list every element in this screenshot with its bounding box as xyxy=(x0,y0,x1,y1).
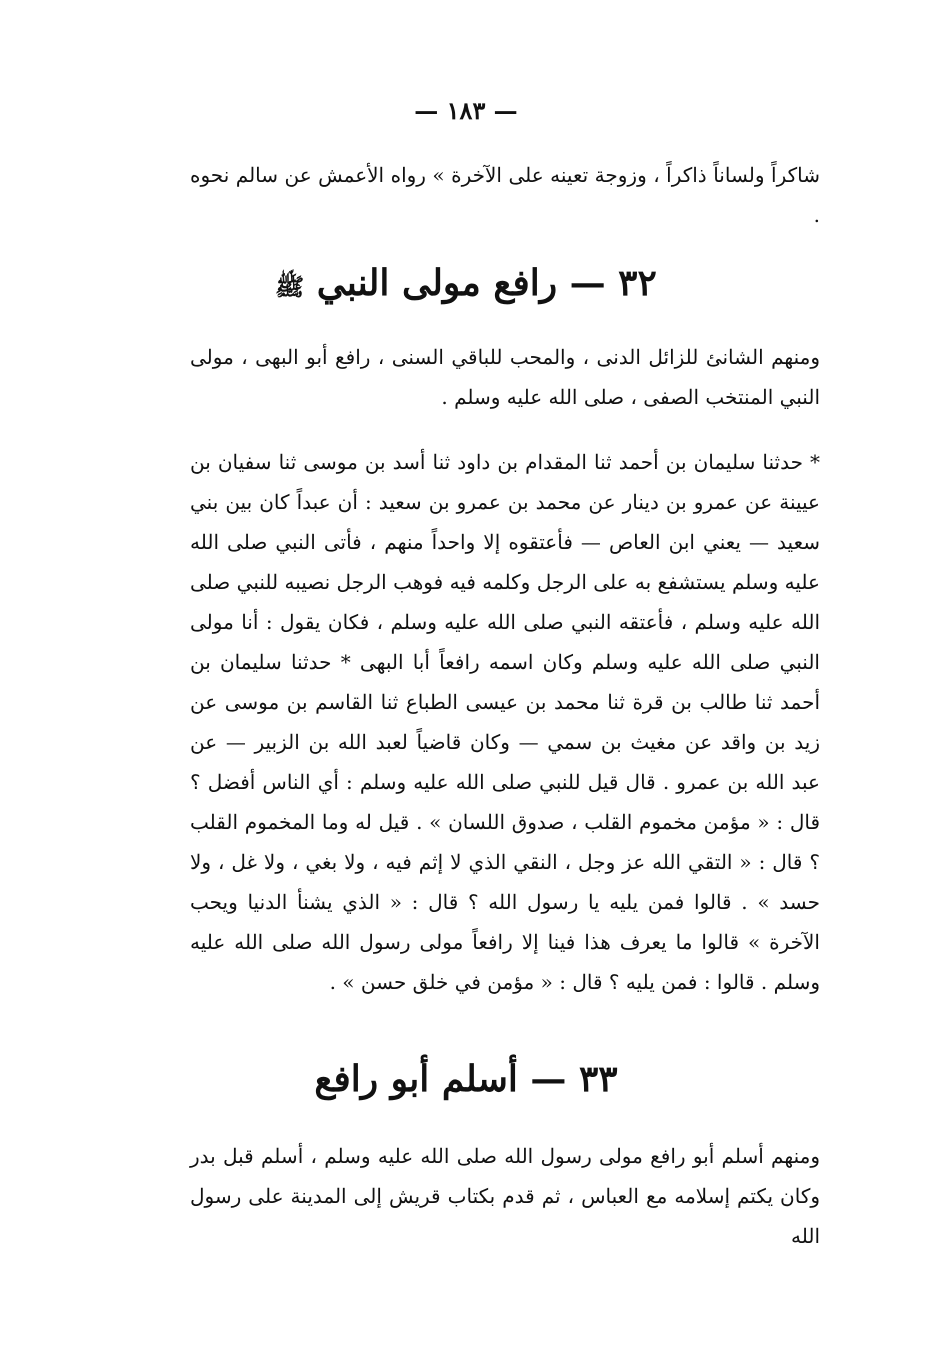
section-32-title: ٣٢ — رافع مولى النبي xyxy=(316,262,657,304)
section-32-body: * حدثنا سليمان بن أحمد ثنا المقدام بن داود ثنا أسد بن موسى ثنا سفيان بن عيينة عن عمرو بن دينار عن محمد بن عمرو بن سعيد : أن عبداً كان بين بني سعيد — يعني ابن العاص — فأعتقوه إلا واحداً منهم ، فأتى النبي صلى الله عليه وسلم يستشفع به على الرجل وكلمه فيه فوهب الرجل نصيبه للنبي صلى الله عليه وسلم ، فأعتقه النبي صلى الله عليه وسلم ، فكان يقول : أنا مولى النبي صلى الله عليه وسلم وكان اسمه رافعاً أبا البهى * حدثنا سليمان بن أحمد ثنا طالب بن قرة ثنا محمد بن عيسى الطباع ثنا القاسم بن موسى عن زيد بن واقد عن مغيث بن سمي — وكان قاضياً لعبد الله بن الزبير — عن عبد الله بن عمرو . قال قيل للنبي صلى الله عليه وسلم : أي الناس أفضل ؟ قال : « مؤمن مخموم القلب ، صدوق اللسان » . قيل له وما المخموم القلب ؟ قال : « التقي الله عز وجل ، النقي الذي لا إثم فيه ، ولا بغي ، ولا غل ، ولا حسد » . قالوا فمن يليه يا رسول الله ؟ قال : « الذي يشنأ الدنيا ويحب الآخرة » قالوا ما يعرف هذا فينا إلا رافعاً مولى رسول الله صلى الله عليه وسلم . قالوا : فمن يليه ؟ قال : « مؤمن في خلق حسن » . xyxy=(190,450,820,994)
section-32-intro: ومنهم الشانئ للزائل الدنى ، والمحب للباقي السنى ، رافع أبو البهى ، مولى النبي المنتخب الصفى ، صلى الله عليه وسلم . xyxy=(190,345,820,409)
section-33-heading: ٣٣ — أسلم أبو رافع xyxy=(314,1058,618,1100)
continuation-paragraph: شاكراً ولساناً ذاكراً ، وزوجة تعينه على الآخرة » رواه الأعمش عن سالم نحوه . xyxy=(190,163,820,227)
page-number: — ١٨٣ — xyxy=(414,96,518,125)
section-33-intro: ومنهم أسلم أبو رافع مولى رسول الله صلى الله عليه وسلم ، أسلم قبل بدر وكان يكتم إسلامه مع العباس ، ثم قدم بكتاب قريش إلى المدينة على رسول الله xyxy=(190,1144,820,1248)
section-32-heading xyxy=(0,262,932,307)
salawat-glyph: ﷺ xyxy=(275,272,305,301)
